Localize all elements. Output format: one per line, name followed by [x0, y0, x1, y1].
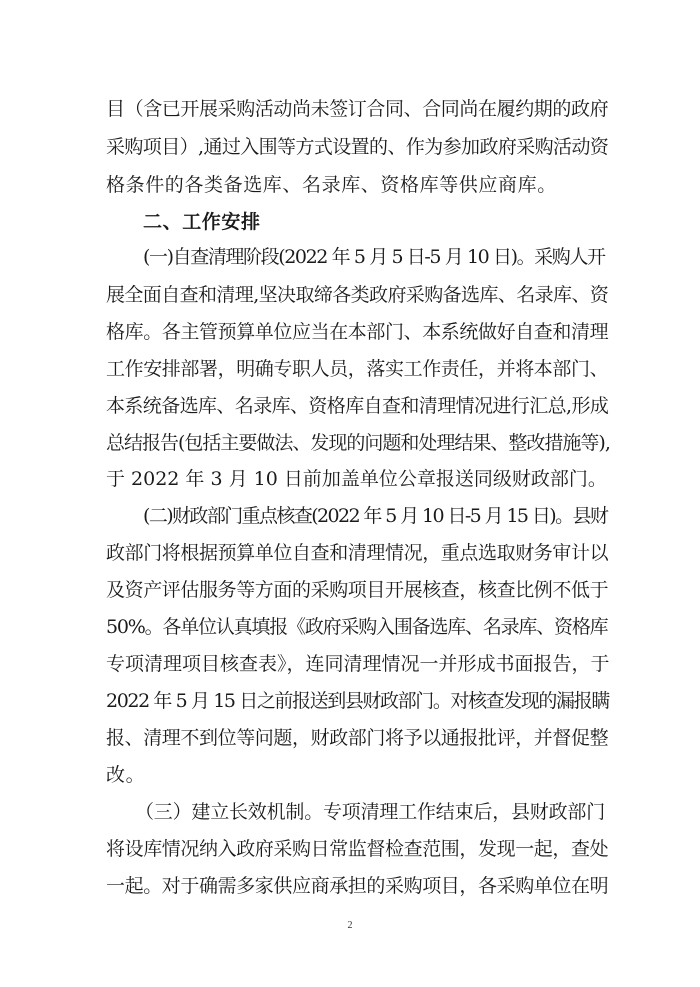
text-line: 政部门将根据预算单位自查和清理情况，重点选取财务审计以 [106, 542, 609, 564]
page-number: 2 [347, 920, 353, 931]
text-line: 将设库情况纳入政府采购日常监督检查范围，发现一起，查处 [106, 838, 609, 860]
text-line: 展全面自查和清理,坚决取缔各类政府采购备选库、名录库、资 [106, 284, 609, 306]
section-heading: 二、工作安排 [143, 211, 261, 233]
text-line: （三）建立长效机制。专项清理工作结束后，县财政部门 [135, 801, 606, 823]
text-line: 50%。各单位认真填报《政府采购入围备选库、名录库、资格库 [106, 616, 608, 638]
text-line: 格条件的各类备选库、名录库、资格库等供应商库。 [106, 174, 557, 196]
text-line: 格库。各主管预算单位应当在本部门、本系统做好自查和清理 [106, 321, 609, 343]
text-line: (一)自查清理阶段(2022 年 5 月 5 日-5 月 10 日)。采购人开 [143, 246, 605, 268]
text-line: (二)财政部门重点核查(2022 年 5 月 10 日-5 月 15 日)。县财 [143, 505, 608, 527]
text-line: 于 2022 年 3 月 10 日前加盖单位公章报送同级财政部门。 [106, 468, 607, 490]
text-line: 2022 年 5 月 15 日之前报送到县财政部门。对核查发现的漏报瞒 [106, 690, 609, 712]
text-line: 报、清理不到位等问题，财政部门将予以通报批评，并督促整 [106, 727, 609, 749]
text-line: 专项清理项目核查表》，连同清理情况一并形成书面报告，于 [106, 653, 610, 675]
text-line: 采购项目）,通过入围等方式设置的、作为参加政府采购活动资 [106, 136, 609, 158]
text-line: 本系统备选库、名录库、资格库自查和清理情况进行汇总,形成 [106, 395, 609, 417]
text-line: 目（含已开展采购活动尚未签订合同、合同尚在履约期的政府 [106, 98, 609, 120]
text-line: 工作安排部署，明确专职人员，落实工作责任，并将本部门、 [106, 358, 609, 380]
text-line: 改。 [106, 764, 146, 786]
text-line: 及资产评估服务等方面的采购项目开展核查，核查比例不低于 [106, 579, 609, 601]
text-line: 一起。对于确需多家供应商承担的采购项目，各采购单位在明 [106, 875, 609, 897]
text-line: 总结报告(包括主要做法、发现的问题和处理结果、整改措施等), [106, 432, 610, 454]
